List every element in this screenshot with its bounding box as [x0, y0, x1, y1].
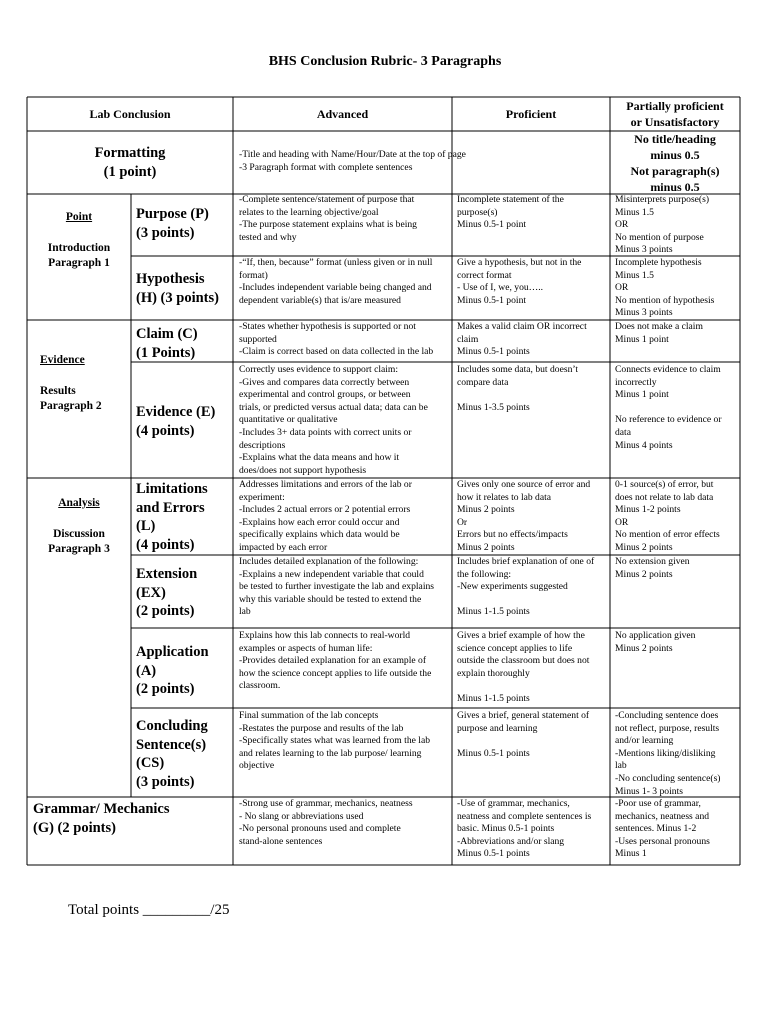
section-evidence [28, 337, 136, 415]
claim-advanced: -States whether hypothesis is supported or not supported -Claim is correct based on data collected in the lab [239, 321, 434, 358]
grammar-partial: -Poor use of grammar, mechanics, neatness and sentences. Minus 1-2 -Uses personal pronouns Minus 1 [615, 798, 710, 860]
limitations-partial: 0-1 source(s) of error, but does not relate to lab data Minus 1-2 points OR No mention of error effects Minus 2 points [615, 479, 720, 553]
concluding-advanced: Final summation of the lab concepts -Restates the purpose and results of the lab -Specifically states what was learned from the lab and relates learning to the lab purpose/ learning objective [239, 710, 431, 772]
section-title: Point [65, 210, 93, 223]
criterion-limitations: Limitations and Errors (L) (4 points) [136, 481, 208, 553]
extension-partial: No extension given Minus 2 points [615, 556, 690, 580]
section-title: Analysis [58, 496, 100, 509]
header-proficient: Proficient [505, 107, 557, 121]
claim-partial: Does not make a claim Minus 1 point [615, 321, 703, 345]
application-partial: No application given Minus 2 points [615, 630, 696, 654]
evidence-advanced: Correctly uses evidence to support claim: -Gives and compares data correctly between experimental and control groups, or between trials, or predicted versus actual data; data can be quantitative or qualitative -Includes 3+ data points with correct units or descriptions -Explains what the data means and how it does/does not support hypothesis [239, 364, 428, 476]
criterion-claim: Claim (C) (1 Points) [136, 326, 198, 361]
hypothesis-proficient: Give a hypothesis, but not in the correct format - Use of I, we, you….. Minus 0.5-1 point [457, 257, 582, 306]
grammar-advanced: -Strong use of grammar, mechanics, neatness - No slang or abbreviations used -No personal pronouns used and complete stand-alone sentences [239, 798, 413, 847]
claim-proficient: Makes a valid claim OR incorrect claim Minus 0.5-1 points [457, 321, 587, 358]
total-points: Total points _________/25 [68, 902, 230, 918]
section-point [28, 194, 130, 272]
concluding-proficient: Gives a brief, general statement of purpose and learning Minus 0.5-1 points [457, 710, 590, 759]
purpose-advanced: -Complete sentence/statement of purpose that relates to the learning objective/goal -The purpose statement explains what is being tested and why [239, 194, 417, 243]
section-analysis [28, 480, 130, 558]
evidence-partial: Connects evidence to claim incorrectly Minus 1 point No reference to evidence or data Minus 4 points [615, 364, 722, 451]
criterion-evidence: Evidence (E) (4 points) [136, 404, 216, 439]
limitations-proficient: Gives only one source of error and how it relates to lab data Minus 2 points Or Errors but no effects/impacts Minus 2 points [457, 479, 591, 553]
criterion-application: Application (A) (2 points) [136, 644, 209, 698]
grammar-proficient: -Use of grammar, mechanics, neatness and complete sentences is basic. Minus 0.5-1 points -Abbreviations and/or slang Minus 0.5-1 points [457, 798, 592, 860]
concluding-partial: -Concluding sentence does not reflect, purpose, results and/or learning -Mentions liking/disliking lab -No concluding sentence(s) Minus 1- 3 points [615, 710, 721, 797]
formatting-advanced: -Title and heading with Name/Hour/Date at the top of page -3 Paragraph format with complete sentences [239, 149, 466, 173]
evidence-proficient: Includes some data, but doesn’t compare data Minus 1-3.5 points [457, 364, 579, 413]
formatting-label: Formatting (1 point) [94, 145, 166, 180]
hypothesis-partial: Incomplete hypothesis Minus 1.5 OR No mention of hypothesis Minus 3 points [615, 257, 715, 319]
header-lab-conclusion: Lab Conclusion [89, 107, 171, 121]
extension-proficient: Includes brief explanation of one of the following: -New experiments suggested Minus 1-1.5 points [457, 556, 595, 618]
criterion-purpose: Purpose (P) (3 points) [136, 206, 209, 241]
hypothesis-advanced: -“If, then, because” format (unless given or in null format) -Includes independent variable being changed and dependent variable(s) that is/are measured [239, 257, 433, 306]
section-subtitle: Results Paragraph 2 [40, 384, 102, 413]
section-subtitle: Introduction Paragraph 1 [47, 241, 111, 270]
page-title: BHS Conclusion Rubric- 3 Paragraphs [268, 54, 502, 69]
purpose-partial: Misinterprets purpose(s) Minus 1.5 OR No mention of purpose Minus 3 points [615, 194, 710, 256]
application-advanced: Explains how this lab connects to real-world examples or aspects of human life: -Provides detailed explanation for an example of how the science concept applies to life outside the classroom. [239, 630, 432, 692]
criterion-grammar: Grammar/ Mechanics (G) (2 points) [33, 801, 170, 836]
criterion-extension: Extension (EX) (2 points) [136, 566, 198, 620]
header-advanced: Advanced [316, 107, 369, 121]
section-title: Evidence [40, 353, 85, 366]
extension-advanced: Includes detailed explanation of the following: -Explains a new independent variable that could be tested to further investigate the lab and explains why this variable should be tested to extend the lab [239, 556, 435, 618]
application-proficient: Gives a brief example of how the science concept applies to life outside the classroom but does not explain thoroughly Minus 1-1.5 points [457, 630, 590, 704]
header-partial: Partially proficient or Unsatisfactory [626, 99, 724, 129]
purpose-proficient: Incomplete statement of the purpose(s) Minus 0.5-1 point [457, 194, 564, 231]
criterion-hypothesis: Hypothesis (H) (3 points) [136, 271, 219, 306]
limitations-advanced: Addresses limitations and errors of the lab or experiment: -Includes 2 actual errors or 2 potential errors -Explains how each error could occur and specifically explains which data would be impacted by each error [239, 479, 412, 553]
formatting-partial: No title/heading minus 0.5 Not paragraph(s) minus 0.5 [630, 132, 720, 194]
criterion-concluding: Concluding Sentence(s) (CS) (3 points) [136, 718, 208, 790]
section-subtitle: Discussion Paragraph 3 [48, 527, 110, 556]
